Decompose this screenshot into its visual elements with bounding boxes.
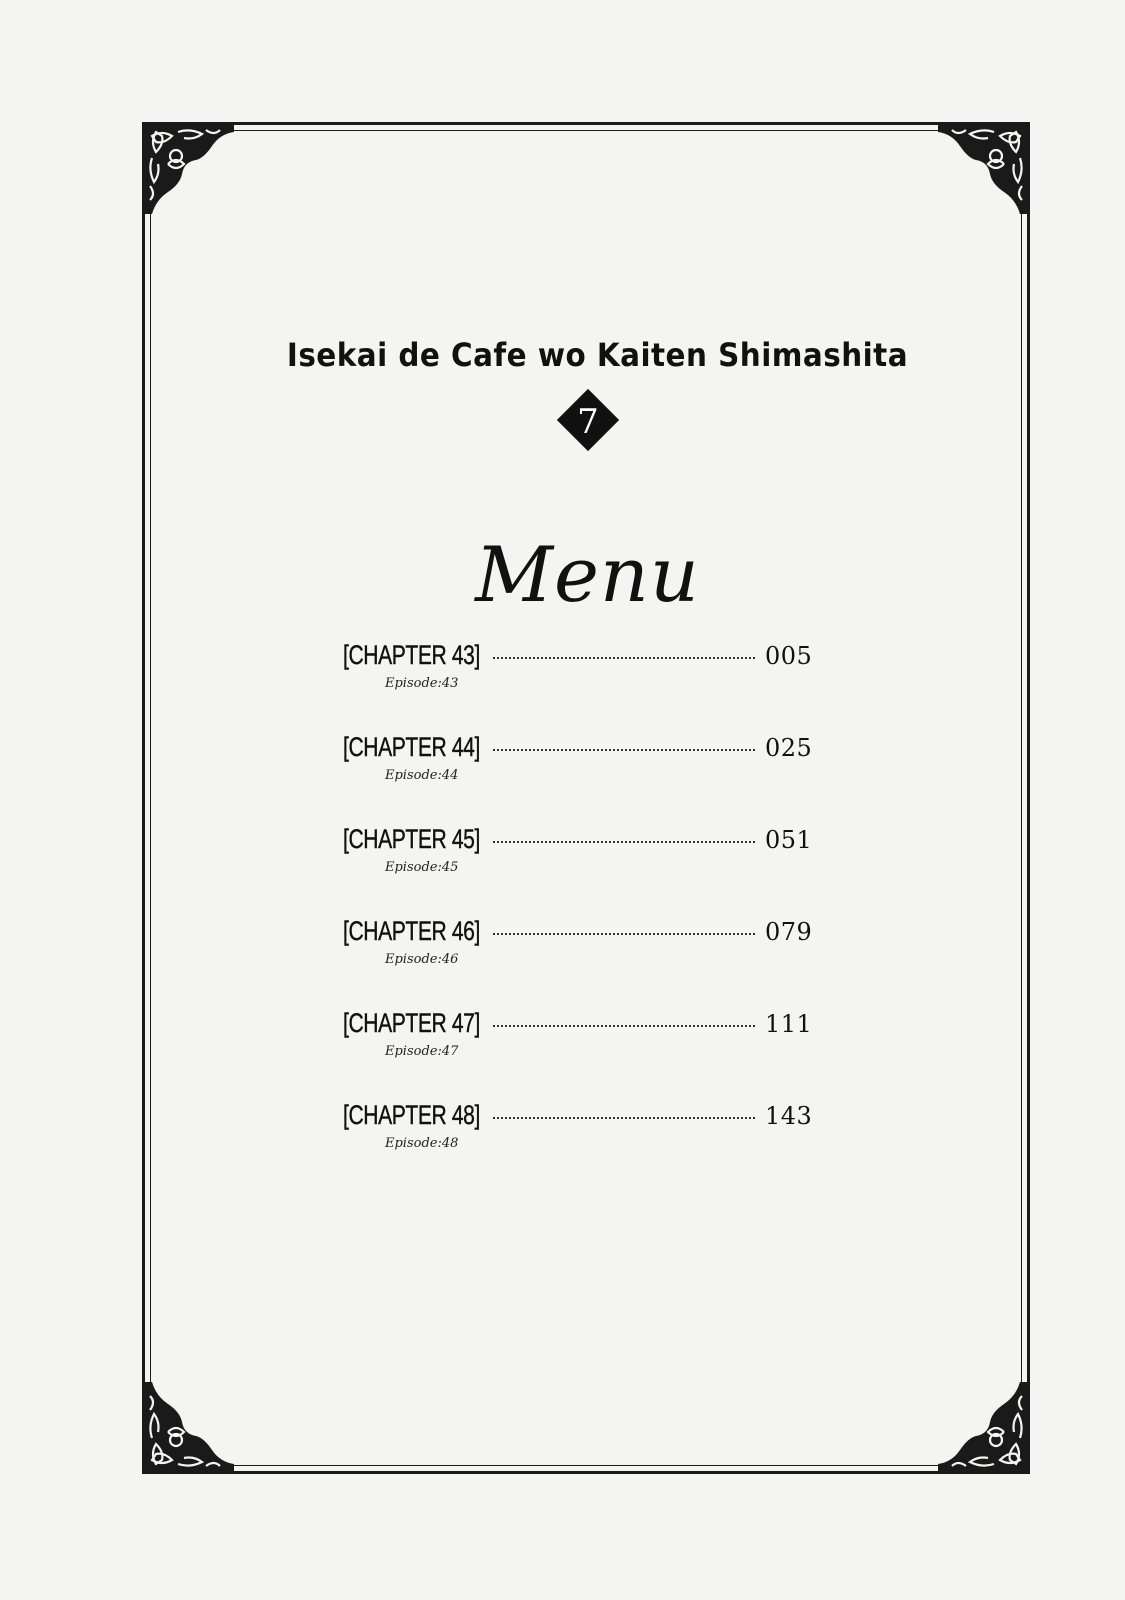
chapter-label: [CHAPTER 45]: [343, 824, 480, 854]
page-number: 005: [765, 642, 813, 670]
page-number: 079: [765, 918, 813, 946]
toc-entry-chapter-46[interactable]: [343, 916, 823, 986]
chapter-label: [CHAPTER 46]: [343, 916, 480, 946]
toc-entry-chapter-44[interactable]: [343, 732, 823, 802]
chapter-label: [CHAPTER 47]: [343, 1008, 480, 1038]
ornamental-corner-icon: [142, 1382, 234, 1474]
chapter-label: [CHAPTER 48]: [343, 1100, 480, 1130]
ornamental-corner-icon: [142, 122, 234, 214]
episode-label: Episode:47: [385, 1044, 459, 1059]
menu-heading: Menu: [475, 530, 700, 619]
page-number: 051: [765, 826, 813, 854]
toc-entry-chapter-43[interactable]: [343, 640, 823, 710]
toc-entry-chapter-47[interactable]: [343, 1008, 823, 1078]
toc-entry-chapter-48[interactable]: [343, 1100, 823, 1170]
page-number: 111: [765, 1010, 813, 1038]
episode-label: Episode:48: [385, 1136, 459, 1151]
page-number: 025: [765, 734, 813, 762]
ornamental-corner-icon: [938, 1382, 1030, 1474]
chapter-label: [CHAPTER 43]: [343, 640, 480, 670]
volume-number: 7: [577, 402, 599, 442]
chapter-label: [CHAPTER 44]: [343, 732, 480, 762]
episode-label: Episode:46: [385, 952, 459, 967]
series-title: Isekai de Cafe wo Kaiten Shimashita: [286, 336, 909, 374]
episode-label: Episode:44: [385, 768, 459, 783]
episode-label: Episode:43: [385, 676, 459, 691]
dot-leader: [493, 749, 755, 751]
dot-leader: [493, 1117, 755, 1119]
toc-entry-chapter-45[interactable]: [343, 824, 823, 894]
episode-label: Episode:45: [385, 860, 459, 875]
page-number: 143: [765, 1102, 813, 1130]
dot-leader: [493, 1025, 755, 1027]
dot-leader: [493, 841, 755, 843]
dot-leader: [493, 933, 755, 935]
dot-leader: [493, 657, 755, 659]
ornamental-corner-icon: [938, 122, 1030, 214]
